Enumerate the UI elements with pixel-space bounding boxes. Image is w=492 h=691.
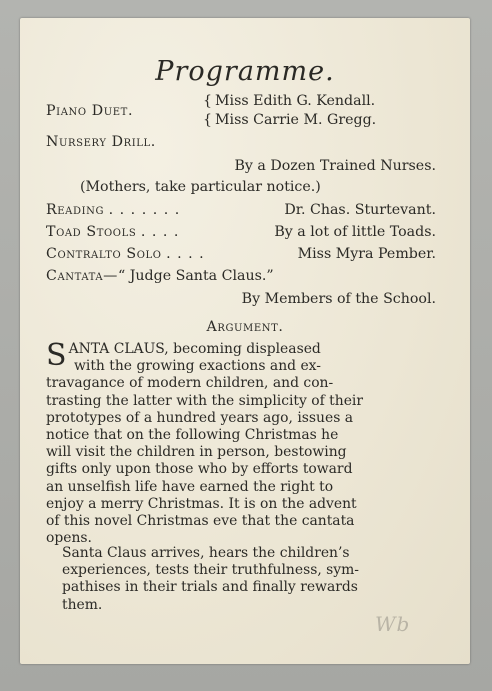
argument-heading: Argument.: [206, 319, 284, 335]
programme-title: Programme.: [155, 56, 335, 87]
argument-p1-line: notice that on the following Christmas he: [46, 427, 339, 444]
item-cantata: [46, 266, 436, 287]
performer-1: { Miss Edith G. Kendall.: [203, 92, 376, 111]
argument-p1-line: with the growing exactions and ex-: [74, 358, 321, 375]
item-toad-stools: [46, 222, 436, 243]
item-cantata-label: Cantata—: [46, 268, 118, 284]
item-contralto-solo-label: Contralto Solo: [46, 246, 162, 262]
argument-p2-line: Santa Claus arrives, hears the children’s: [62, 545, 350, 561]
item-reading-performer: Dr. Chas. Sturtevant.: [284, 202, 436, 218]
item-reading: [46, 200, 436, 221]
pencil-initials: Wb: [375, 612, 411, 636]
argument-p1-line: enjoy a merry Christmas. It is on the advent: [46, 495, 357, 512]
argument-p1-line: of this novel Christmas eve that the cantata: [46, 513, 355, 530]
item-nursery-drill-label: Nursery Drill.: [46, 134, 156, 150]
item-contralto-solo: [46, 244, 436, 265]
item-toad-stools-leader: . . . .: [140, 224, 180, 240]
item-contralto-solo-leader: . . . .: [166, 246, 205, 262]
argument-p1-line: prototypes of a hundred years ago, issues a: [46, 409, 354, 426]
argument-dropcap: S: [46, 338, 67, 373]
item-piano-duet-label: Piano Duet.: [46, 103, 134, 119]
performer-2: { Miss Carrie M. Gregg.: [203, 111, 376, 130]
item-reading-label: Reading: [46, 202, 105, 218]
argument-p1-line: ANTA CLAUS, becoming displeased: [68, 341, 321, 357]
argument-p1-line: an unselfish life have earned the right to: [46, 478, 334, 495]
item-piano-duet-performers: [203, 92, 376, 130]
argument-paragraph-1: [46, 338, 432, 547]
item-cantata-title: “ Judge Santa Claus.”: [117, 268, 274, 284]
argument-p2-line: experiences, tests their truthfulness, sym-: [62, 562, 360, 579]
item-cantata-performer: By Members of the School.: [241, 291, 436, 307]
item-toad-stools-performer: By a lot of little Toads.: [274, 224, 436, 240]
argument-p2-line: pathises in their trials and finally rewards: [62, 579, 358, 596]
item-toad-stools-label: Toad Stools: [46, 224, 137, 240]
argument-paragraph-2: [62, 545, 432, 614]
argument-p1-line: gifts only upon those who by efforts toward: [46, 461, 353, 478]
item-nursery-drill-performer: By a Dozen Trained Nurses.: [234, 158, 436, 174]
programme-card: [20, 18, 470, 664]
argument-p1-line: will visit the children in person, bestowing: [46, 444, 347, 461]
item-reading-leader: . . . . . . .: [108, 202, 181, 218]
item-nursery-drill-note: (Mothers, take particular notice.): [80, 179, 321, 195]
argument-p1-line: opens.: [46, 530, 92, 547]
argument-p1-line: trasting the latter with the simplicity of their: [46, 392, 364, 409]
item-contralto-solo-performer: Miss Myra Pember.: [297, 246, 436, 262]
argument-p1-line: travagance of modern children, and con-: [46, 375, 334, 392]
argument-p2-line: them.: [62, 596, 103, 613]
